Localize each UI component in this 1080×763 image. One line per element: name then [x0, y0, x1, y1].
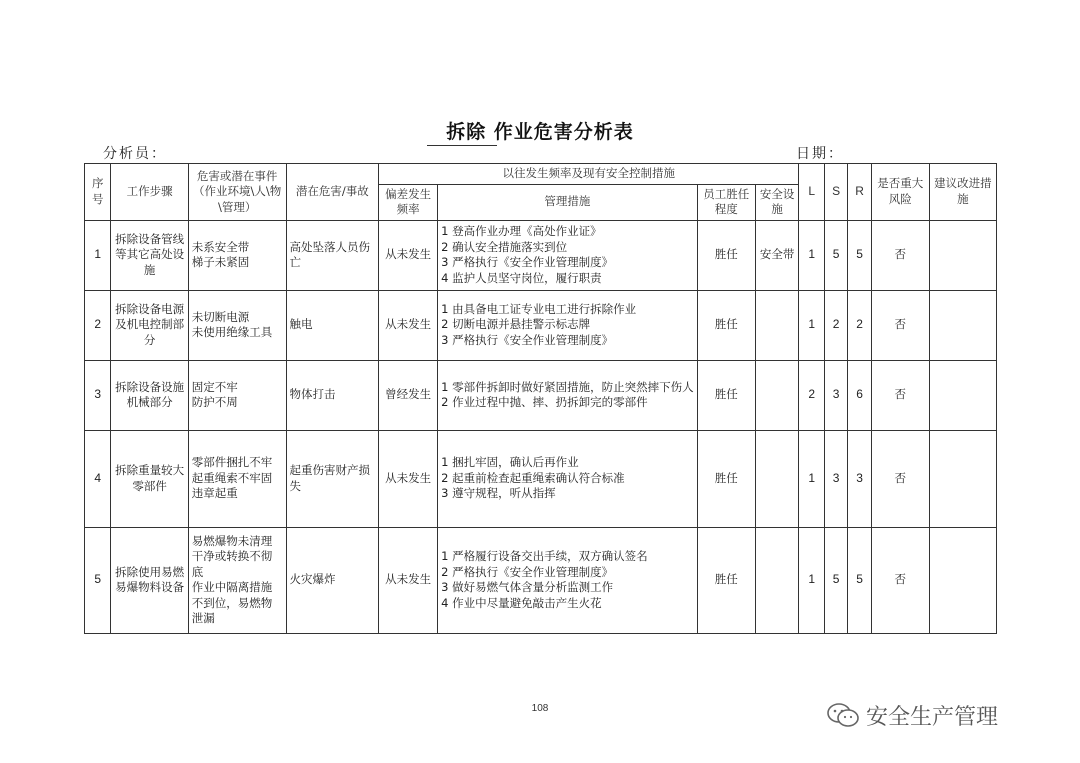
title-underline [427, 145, 497, 146]
header-hazard: 危害或潜在事件（作业环境\人\物\管理） [188, 164, 286, 221]
hazard-analysis-table [84, 163, 997, 634]
row-S: 5 [824, 527, 847, 633]
hazard-line: 未使用绝缘工具 [191, 325, 273, 339]
measure-line: 2 起重前检查起重绳索确认符合标准 [441, 470, 625, 485]
header-seq: 序号 [85, 164, 111, 221]
row-seq: 4 [85, 430, 111, 527]
row-incident: 起重伤害财产损失 [286, 430, 379, 527]
row-competence: 胜任 [697, 527, 755, 633]
row-S: 5 [824, 220, 847, 290]
measure-line: 2 切断电源并悬挂警示标志牌 [441, 317, 591, 332]
table-row [85, 220, 997, 290]
row-seq: 5 [85, 527, 111, 633]
measure-line: 3 做好易燃气体含量分析监测工作 [441, 580, 614, 594]
measure-line: 1 严格履行设备交出手续，双方确认签名 [441, 549, 648, 563]
row-incident: 触电 [286, 290, 379, 360]
header-L: L [799, 164, 824, 221]
watermark [826, 700, 998, 730]
header-advice: 建议改进措施 [929, 164, 996, 221]
row-R: 6 [848, 360, 871, 430]
row-incident: 火灾爆炸 [286, 527, 379, 633]
row-major: 否 [871, 290, 929, 360]
header-S: S [824, 164, 847, 221]
row-major: 否 [871, 220, 929, 290]
row-competence: 胜任 [697, 430, 755, 527]
row-facility [755, 527, 799, 633]
measure-line: 1 零部件拆卸时做好紧固措施，防止突然摔下伤人 [441, 379, 694, 394]
row-advice [929, 527, 996, 633]
row-step: 拆除重量较大零部件 [111, 430, 188, 527]
row-L: 1 [799, 220, 824, 290]
row-measures [438, 290, 698, 360]
row-L: 1 [799, 430, 824, 527]
header-R: R [848, 164, 871, 221]
measure-line: 4 作业中尽量避免敲击产生火花 [441, 595, 602, 610]
row-freq: 从未发生 [379, 527, 438, 633]
measure-line: 3 遵守规程，听从指挥 [441, 486, 556, 501]
row-R: 3 [848, 430, 871, 527]
row-hazards [188, 220, 286, 290]
row-L: 1 [799, 527, 824, 633]
row-facility [755, 430, 799, 527]
row-measures [438, 360, 698, 430]
row-measures [438, 220, 698, 290]
row-competence: 胜任 [697, 360, 755, 430]
row-competence: 胜任 [697, 290, 755, 360]
row-seq: 1 [85, 220, 111, 290]
watermark-text: 安全生产管理 [866, 704, 999, 730]
header-measures: 管理措施 [438, 184, 698, 220]
measure-line: 3 严格执行《安全作业管理制度》 [441, 255, 614, 269]
row-incident: 高处坠落人员伤亡 [286, 220, 379, 290]
row-L: 1 [799, 290, 824, 360]
measure-line: 1 由具备电工证专业电工进行拆除作业 [441, 301, 637, 316]
hazard-line: 零部件捆扎不牢 [191, 455, 273, 470]
measure-line: 3 严格执行《安全作业管理制度》 [441, 332, 614, 347]
wechat-icon [826, 701, 860, 729]
row-facility [755, 360, 799, 430]
measure-line: 1 捆扎牢固，确认后再作业 [441, 455, 579, 470]
table-row [85, 290, 997, 360]
page-title: 拆除 作业危害分析表 [446, 121, 634, 143]
row-major: 否 [871, 527, 929, 633]
header-major: 是否重大风险 [871, 164, 929, 221]
row-major: 否 [871, 360, 929, 430]
row-hazards [188, 430, 286, 527]
table-row [85, 360, 997, 430]
header-competence: 员工胜任程度 [697, 184, 755, 220]
measure-line: 4 监护人员坚守岗位，履行职责 [441, 270, 602, 285]
measure-line: 2 确认安全措施落实到位 [441, 239, 568, 254]
row-freq: 曾经发生 [379, 360, 438, 430]
row-measures [438, 527, 698, 633]
row-S: 2 [824, 290, 847, 360]
hazard-line: 作业中隔离措施不到位，易燃物泄漏 [191, 580, 273, 625]
row-step: 拆除设备设施机械部分 [111, 360, 188, 430]
row-freq: 从未发生 [379, 290, 438, 360]
row-competence: 胜任 [697, 220, 755, 290]
measure-line: 1 登高作业办理《高处作业证》 [441, 224, 602, 238]
header-freq: 偏差发生频率 [379, 184, 438, 220]
row-advice [929, 220, 996, 290]
measure-line: 2 作业过程中抛、摔、扔拆卸完的零部件 [441, 395, 648, 409]
row-incident: 物体打击 [286, 360, 379, 430]
row-step: 拆除设备管线等其它高处设施 [111, 220, 188, 290]
hazard-line: 防护不周 [191, 395, 238, 409]
row-major: 否 [871, 430, 929, 527]
hazard-line: 违章起重 [191, 486, 238, 501]
row-hazards [188, 360, 286, 430]
header-incident: 潜在危害/事故 [286, 164, 379, 221]
row-S: 3 [824, 430, 847, 527]
hazard-line: 起重绳索不牢固 [191, 470, 273, 485]
date-label: 日期： [796, 146, 844, 162]
analyst-label: 分析员： [103, 146, 167, 162]
row-advice [929, 360, 996, 430]
row-R: 2 [848, 290, 871, 360]
header-facility: 安全设施 [755, 184, 799, 220]
row-advice [929, 430, 996, 527]
row-seq: 2 [85, 290, 111, 360]
row-facility: 安全带 [755, 220, 799, 290]
row-freq: 从未发生 [379, 220, 438, 290]
table-row [85, 430, 997, 527]
row-measures [438, 430, 698, 527]
row-S: 3 [824, 360, 847, 430]
hazard-line: 固定不牢 [191, 379, 238, 394]
hazard-line: 未切断电源 [191, 309, 250, 324]
row-hazards [188, 527, 286, 633]
page-number: 108 [531, 703, 549, 714]
row-advice [929, 290, 996, 360]
measure-line: 2 严格执行《安全作业管理制度》 [441, 564, 614, 579]
hazard-line: 未系安全带 [191, 239, 250, 254]
row-hazards [188, 290, 286, 360]
row-step: 拆除设备电源及机电控制部分 [111, 290, 188, 360]
row-step: 拆除使用易燃易爆物料设备 [111, 527, 188, 633]
hazard-line: 易燃爆物未清理干净或转换不彻底 [191, 533, 273, 579]
row-L: 2 [799, 360, 824, 430]
row-R: 5 [848, 220, 871, 290]
table-row [85, 527, 997, 633]
row-R: 5 [848, 527, 871, 633]
hazard-line: 梯子未紧固 [191, 255, 250, 269]
row-freq: 从未发生 [379, 430, 438, 527]
row-seq: 3 [85, 360, 111, 430]
header-group: 以往发生频率及现有安全控制措施 [379, 164, 799, 185]
header-step: 工作步骤 [111, 164, 188, 221]
row-facility [755, 290, 799, 360]
